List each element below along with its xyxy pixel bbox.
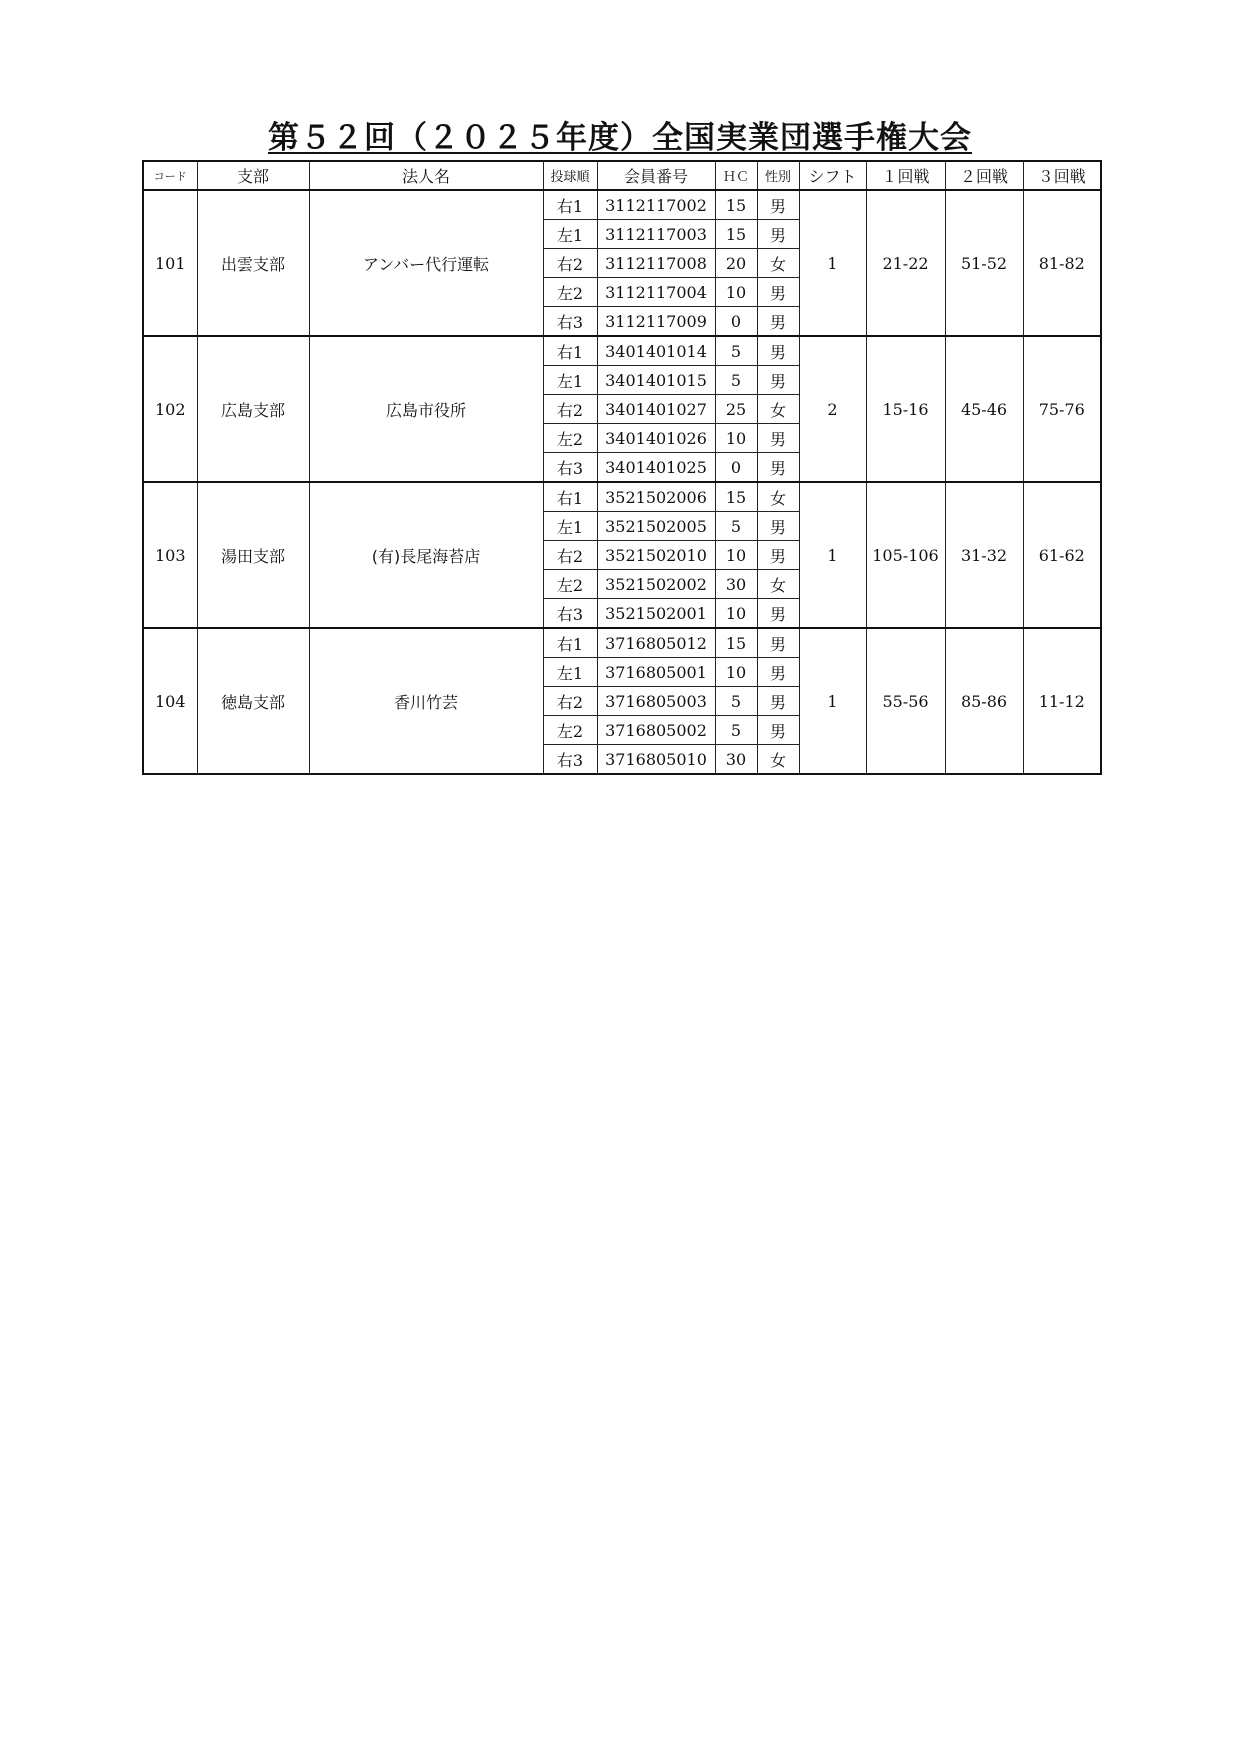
player-gender: 男 bbox=[757, 278, 799, 307]
table-row bbox=[143, 190, 1101, 220]
player-gender: 男 bbox=[757, 424, 799, 453]
player-gender: 男 bbox=[757, 453, 799, 483]
roster-body bbox=[143, 190, 1101, 774]
table-row bbox=[143, 336, 1101, 366]
player-order: 右3 bbox=[543, 745, 597, 775]
roster-table bbox=[142, 160, 1102, 775]
team-branch: 出雲支部 bbox=[197, 190, 309, 336]
player-gender: 男 bbox=[757, 220, 799, 249]
player-order: 右1 bbox=[543, 336, 597, 366]
player-member-no: 3112117002 bbox=[597, 190, 715, 220]
player-hc: 15 bbox=[715, 628, 757, 658]
player-gender: 女 bbox=[757, 570, 799, 599]
team-code: 102 bbox=[143, 336, 197, 482]
team-round2: 51-52 bbox=[945, 190, 1023, 336]
team-branch: 湯田支部 bbox=[197, 482, 309, 628]
player-member-no: 3112117009 bbox=[597, 307, 715, 337]
player-order: 左2 bbox=[543, 716, 597, 745]
player-gender: 男 bbox=[757, 541, 799, 570]
player-hc: 5 bbox=[715, 716, 757, 745]
player-order: 右1 bbox=[543, 190, 597, 220]
team-branch: 広島支部 bbox=[197, 336, 309, 482]
player-member-no: 3521502001 bbox=[597, 599, 715, 629]
team-round1: 15-16 bbox=[866, 336, 945, 482]
team-round3: 11-12 bbox=[1023, 628, 1101, 774]
team-shift: 2 bbox=[799, 336, 866, 482]
team-round2: 45-46 bbox=[945, 336, 1023, 482]
player-gender: 女 bbox=[757, 249, 799, 278]
table-row bbox=[143, 482, 1101, 512]
team-round3: 81-82 bbox=[1023, 190, 1101, 336]
player-gender: 男 bbox=[757, 307, 799, 337]
player-hc: 10 bbox=[715, 278, 757, 307]
player-gender: 男 bbox=[757, 366, 799, 395]
team-shift: 1 bbox=[799, 628, 866, 774]
player-order: 右2 bbox=[543, 687, 597, 716]
player-hc: 10 bbox=[715, 424, 757, 453]
player-gender: 女 bbox=[757, 745, 799, 775]
player-gender: 女 bbox=[757, 482, 799, 512]
header-round2: ２回戦 bbox=[945, 161, 1023, 190]
player-member-no: 3401401026 bbox=[597, 424, 715, 453]
player-hc: 10 bbox=[715, 658, 757, 687]
player-order: 左2 bbox=[543, 278, 597, 307]
team-branch: 徳島支部 bbox=[197, 628, 309, 774]
player-member-no: 3112117008 bbox=[597, 249, 715, 278]
page-title-text: 第５２回（２０２５年度）全国実業団選手権大会 bbox=[268, 120, 972, 156]
header-member-no: 会員番号 bbox=[597, 161, 715, 190]
player-hc: 10 bbox=[715, 599, 757, 629]
player-gender: 男 bbox=[757, 628, 799, 658]
player-member-no: 3112117003 bbox=[597, 220, 715, 249]
player-hc: 25 bbox=[715, 395, 757, 424]
player-order: 右2 bbox=[543, 395, 597, 424]
player-member-no: 3401401027 bbox=[597, 395, 715, 424]
player-order: 左1 bbox=[543, 220, 597, 249]
player-order: 右2 bbox=[543, 541, 597, 570]
team-company: (有)長尾海苔店 bbox=[309, 482, 543, 628]
player-member-no: 3716805012 bbox=[597, 628, 715, 658]
header-round3: ３回戦 bbox=[1023, 161, 1101, 190]
team-shift: 1 bbox=[799, 482, 866, 628]
player-hc: 0 bbox=[715, 307, 757, 337]
player-order: 左1 bbox=[543, 366, 597, 395]
player-order: 左2 bbox=[543, 424, 597, 453]
player-hc: 5 bbox=[715, 512, 757, 541]
table-row bbox=[143, 628, 1101, 658]
player-member-no: 3521502010 bbox=[597, 541, 715, 570]
team-code: 104 bbox=[143, 628, 197, 774]
player-order: 右1 bbox=[543, 628, 597, 658]
player-member-no: 3401401015 bbox=[597, 366, 715, 395]
player-hc: 15 bbox=[715, 482, 757, 512]
player-hc: 15 bbox=[715, 190, 757, 220]
player-member-no: 3716805003 bbox=[597, 687, 715, 716]
player-order: 右3 bbox=[543, 453, 597, 483]
player-hc: 15 bbox=[715, 220, 757, 249]
team-round1: 21-22 bbox=[866, 190, 945, 336]
player-member-no: 3521502002 bbox=[597, 570, 715, 599]
player-order: 右3 bbox=[543, 307, 597, 337]
header-hc: ＨＣ bbox=[715, 161, 757, 190]
team-code: 103 bbox=[143, 482, 197, 628]
player-hc: 5 bbox=[715, 366, 757, 395]
team-round1: 105-106 bbox=[866, 482, 945, 628]
player-hc: 10 bbox=[715, 541, 757, 570]
player-gender: 男 bbox=[757, 512, 799, 541]
player-hc: 0 bbox=[715, 453, 757, 483]
player-order: 右1 bbox=[543, 482, 597, 512]
player-member-no: 3716805002 bbox=[597, 716, 715, 745]
player-member-no: 3521502005 bbox=[597, 512, 715, 541]
player-gender: 男 bbox=[757, 599, 799, 629]
page-title bbox=[0, 112, 1240, 157]
team-company: 香川竹芸 bbox=[309, 628, 543, 774]
team-company: アンバー代行運転 bbox=[309, 190, 543, 336]
player-gender: 女 bbox=[757, 395, 799, 424]
player-member-no: 3401401014 bbox=[597, 336, 715, 366]
team-round2: 85-86 bbox=[945, 628, 1023, 774]
team-round2: 31-32 bbox=[945, 482, 1023, 628]
team-round3: 61-62 bbox=[1023, 482, 1101, 628]
team-code: 101 bbox=[143, 190, 197, 336]
player-order: 左2 bbox=[543, 570, 597, 599]
player-member-no: 3716805001 bbox=[597, 658, 715, 687]
player-order: 左1 bbox=[543, 658, 597, 687]
header-order: 投球順 bbox=[543, 161, 597, 190]
team-round3: 75-76 bbox=[1023, 336, 1101, 482]
player-hc: 20 bbox=[715, 249, 757, 278]
player-gender: 男 bbox=[757, 336, 799, 366]
player-hc: 5 bbox=[715, 687, 757, 716]
header-row bbox=[143, 161, 1101, 190]
team-company: 広島市役所 bbox=[309, 336, 543, 482]
team-round1: 55-56 bbox=[866, 628, 945, 774]
header-company: 法人名 bbox=[309, 161, 543, 190]
player-hc: 30 bbox=[715, 745, 757, 775]
header-branch: 支部 bbox=[197, 161, 309, 190]
player-member-no: 3112117004 bbox=[597, 278, 715, 307]
header-gender: 性別 bbox=[757, 161, 799, 190]
player-order: 左1 bbox=[543, 512, 597, 541]
player-member-no: 3401401025 bbox=[597, 453, 715, 483]
player-order: 右2 bbox=[543, 249, 597, 278]
player-hc: 5 bbox=[715, 336, 757, 366]
header-shift: シフト bbox=[799, 161, 866, 190]
team-shift: 1 bbox=[799, 190, 866, 336]
header-code: コード bbox=[143, 161, 197, 190]
player-gender: 男 bbox=[757, 658, 799, 687]
player-gender: 男 bbox=[757, 716, 799, 745]
player-member-no: 3521502006 bbox=[597, 482, 715, 512]
header-round1: １回戦 bbox=[866, 161, 945, 190]
player-gender: 男 bbox=[757, 190, 799, 220]
player-gender: 男 bbox=[757, 687, 799, 716]
player-hc: 30 bbox=[715, 570, 757, 599]
player-member-no: 3716805010 bbox=[597, 745, 715, 775]
player-order: 右3 bbox=[543, 599, 597, 629]
